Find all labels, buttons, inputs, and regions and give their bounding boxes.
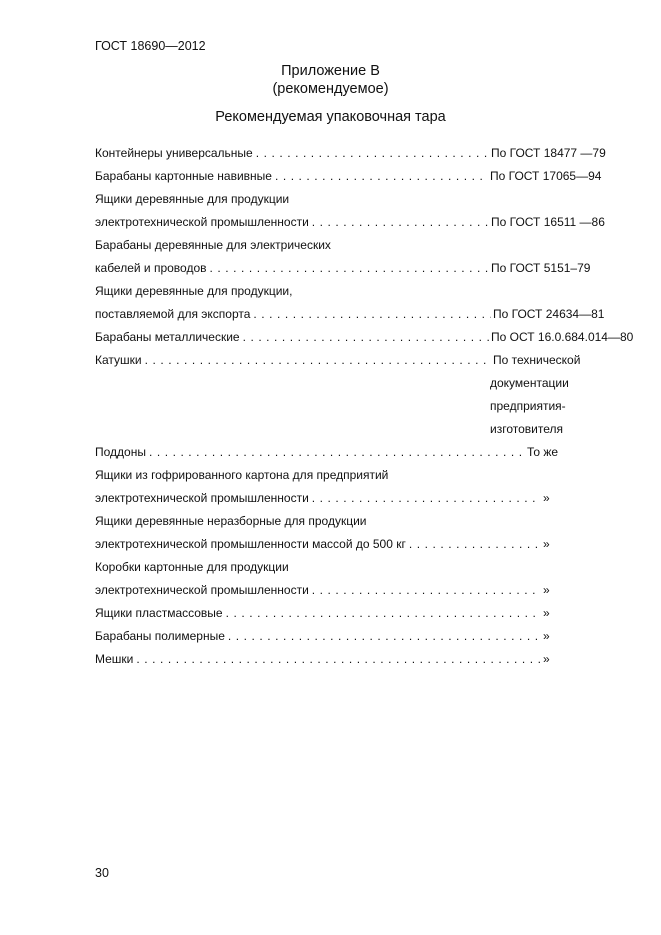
item-label: Поддоны xyxy=(95,445,146,459)
leader-dots xyxy=(225,626,541,646)
item-label: Мешки xyxy=(95,652,134,666)
list-item xyxy=(95,534,651,557)
item-reference: По ГОСТ 5151–79 xyxy=(491,261,591,275)
item-reference-continued: предприятия- xyxy=(490,399,566,413)
item-reference-continued: документации xyxy=(490,376,569,390)
list-item xyxy=(95,258,651,281)
list-item xyxy=(95,488,651,511)
list-item xyxy=(95,212,651,235)
item-reference: » xyxy=(543,606,550,620)
item-reference: По ГОСТ 18477 —79 xyxy=(491,146,606,160)
item-label: электротехнической промышленности xyxy=(95,491,309,505)
item-reference: По технической xyxy=(493,353,581,367)
list-item xyxy=(95,557,651,580)
leader-dots xyxy=(142,350,491,370)
item-label: поставляемой для экспорта xyxy=(95,307,251,321)
item-label: Барабаны металлические xyxy=(95,330,240,344)
item-reference: То же xyxy=(527,445,559,459)
list-item xyxy=(95,235,651,258)
leader-dots xyxy=(253,143,489,163)
list-item xyxy=(95,350,651,373)
leader-dots xyxy=(146,442,525,462)
item-label: Ящики деревянные неразборные для продукции xyxy=(95,514,367,528)
list-item xyxy=(95,166,651,189)
leader-dots xyxy=(309,212,489,232)
item-reference: По ГОСТ 17065—94 xyxy=(490,169,602,183)
document-code: ГОСТ 18690—2012 xyxy=(95,39,206,53)
leader-dots xyxy=(133,649,541,669)
list-item xyxy=(95,603,651,626)
leader-dots xyxy=(207,258,490,278)
appendix-heading xyxy=(0,62,661,98)
page-number: 30 xyxy=(95,866,109,880)
list-item xyxy=(95,143,651,166)
leader-dots xyxy=(223,603,541,623)
item-label: электротехнической промышленности xyxy=(95,583,309,597)
item-label: Барабаны деревянные для электрических xyxy=(95,238,331,252)
appendix-title: Приложение В xyxy=(281,63,380,79)
item-label: Ящики из гофрированного картона для предприятий xyxy=(95,468,389,482)
list-item xyxy=(95,580,651,603)
item-label: Ящики деревянные для продукции, xyxy=(95,284,293,298)
list-item xyxy=(95,281,651,304)
item-reference: По ОСТ 16.0.684.014—80 xyxy=(491,330,634,344)
item-reference: » xyxy=(543,652,550,666)
list-item xyxy=(95,327,651,350)
item-reference: » xyxy=(543,537,550,551)
list-item xyxy=(95,511,651,534)
leader-dots xyxy=(309,488,541,508)
item-label: электротехнической промышленности массой до 500 кг xyxy=(95,537,406,551)
item-reference: » xyxy=(543,629,550,643)
item-label: Коробки картонные для продукции xyxy=(95,560,289,574)
packaging-list xyxy=(95,143,651,672)
item-reference: » xyxy=(543,491,550,505)
list-item xyxy=(95,189,651,212)
appendix-status: (рекомендуемое) xyxy=(272,81,389,97)
item-label: Барабаны полимерные xyxy=(95,629,225,643)
leader-dots xyxy=(250,304,491,324)
item-label: Ящики пластмассовые xyxy=(95,606,223,620)
item-label: электротехнической промышленности xyxy=(95,215,309,229)
list-item xyxy=(95,442,651,465)
leader-dots xyxy=(309,580,541,600)
leader-dots xyxy=(240,327,489,347)
item-label: Катушки xyxy=(95,353,142,367)
list-item xyxy=(95,304,651,327)
leader-dots xyxy=(272,166,488,186)
item-label: Контейнеры универсальные xyxy=(95,146,253,160)
item-reference: По ГОСТ 16511 —86 xyxy=(491,215,605,229)
item-label: Ящики деревянные для продукции xyxy=(95,192,290,206)
item-reference: » xyxy=(543,583,550,597)
item-label: Барабаны картонные навивные xyxy=(95,169,272,183)
list-item xyxy=(95,465,651,488)
item-reference-continued: изготовителя xyxy=(490,422,563,436)
list-item xyxy=(95,626,651,649)
section-title: Рекомендуемая упаковочная тара xyxy=(215,109,446,125)
item-label: кабелей и проводов xyxy=(95,261,207,275)
list-item xyxy=(95,649,651,672)
leader-dots xyxy=(406,534,541,554)
item-reference: По ГОСТ 24634—81 xyxy=(493,307,605,321)
